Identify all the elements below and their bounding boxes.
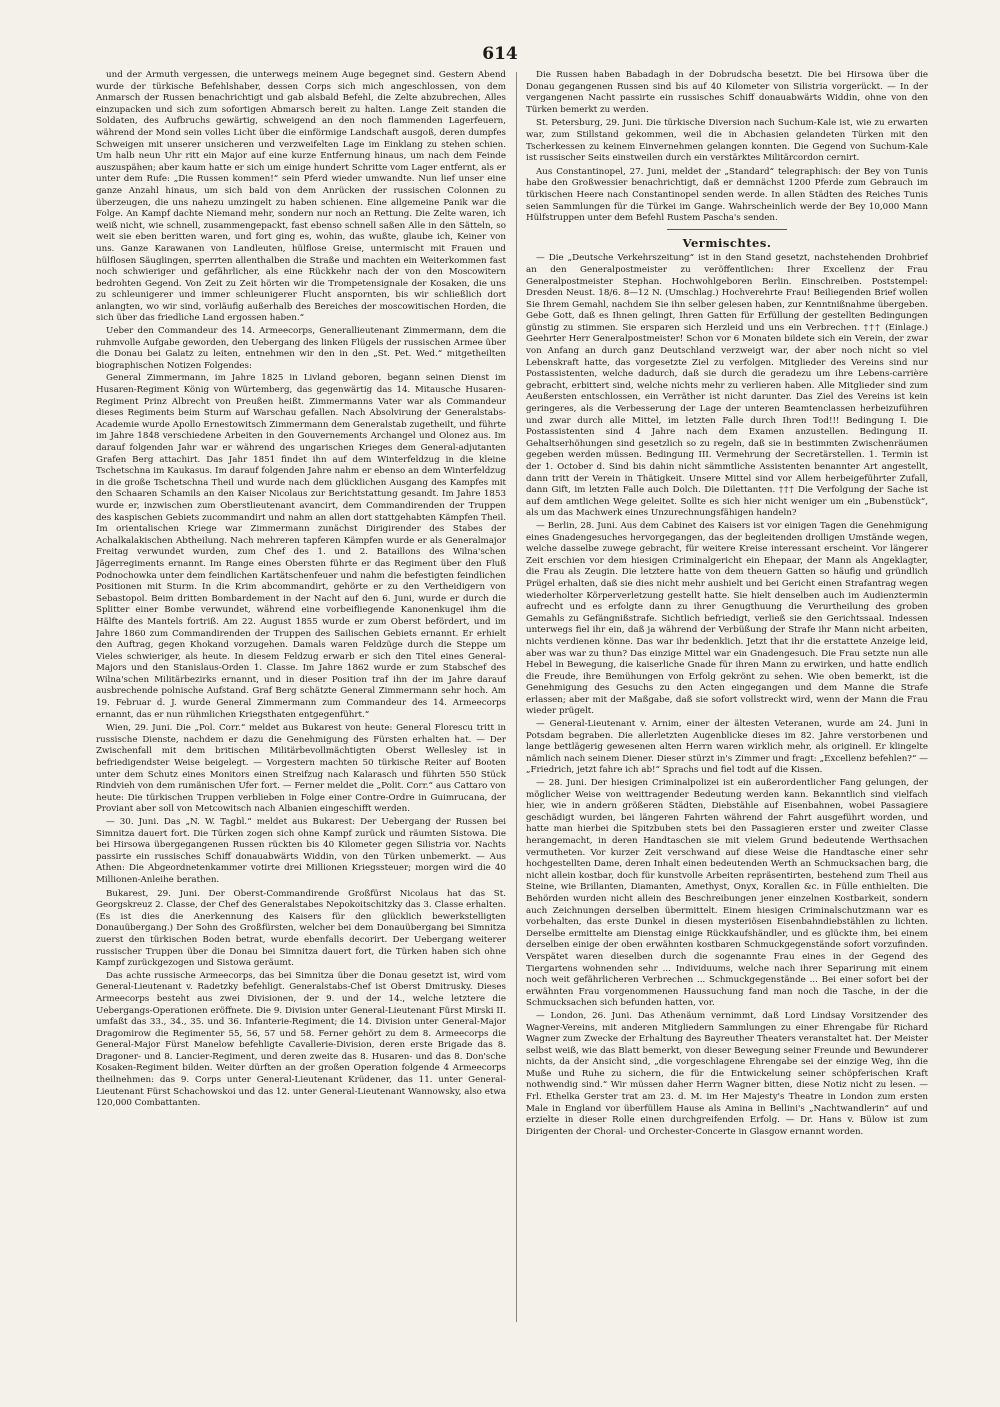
article-paragraph: — Berlin, 28. Juni. Aus dem Cabinet des Kaisers ist vor einigen Tagen die Genehmigung eines Gnadengesuches hervorgegangen, das der begleitenden drolligen Umstände wegen, welche dasselbe zuwege gebracht, für weitere Kreise interessant erscheint. Vor längerer Zeit erschien vor dem hiesigen Criminalgericht ein Ehepaar, der Mann als Angeklagter, die Frau als Zeugin. Die letztere hatte von dem theuern Gatten so häufig und gründlich Prügel erhalten, daß sie dies nicht mehr aushielt und bei Gericht einen Strafantrag wegen wiederholter Körperverletzung gestellt hatte. Sie hielt denselben auch im Audienztermin aufrecht und es erfolgte dann zu ihrer Genugthuung die Verurtheilung des groben Gemahls zu Gefängnißstrafe. Sichtlich befriedigt, verließ sie den Gerichtssaal. Indessen unterwegs fiel ihr ein, daß ja während der Verbüßung der Strafe ihr Mann nicht arbeiten, nichts verdienen könne. Das war ihr bedenklich. Jetzt that ihr die erstattete Anzeige leid, aber was war zu thun? Das einzige Mittel war ein Gnadengesuch. Die Frau setzte nun alle Hebel in Bewegung, die kaiserliche Gnade für ihren Mann zu erwirken, und hatte endlich die Freude, ihre Bemühungen von Erfolg gekrönt zu sehen. Wie oben bemerkt, ist die Genehmigung des Gesuchs zu den Acten eingegangen und dem Manne die Strafe erlassen; aber mit der Maßgabe, daß sie sofort vollstreckt wird, wenn der Mann die Frau wieder prügelt.	[526, 520, 928, 717]
news-dispatch-bukarest: Bukarest, 29. Juni. Der Oberst-Commandirende Großfürst Nicolaus hat das St. Georgskreuz 2. Classe, der Chef des Generalstabes Nepokoitschitzky das 3. Classe erhalten. (Es ist dies die Anerkennung des Kaisers für den glücklich bewerkstelligten Donauübergang.) Der Sohn des Großfürsten, welcher bei dem Donauübergang bei Simnitza zuerst den türkischen Boden betrat, wurde ebenfalls decorirt. Der Uebergang weiterer russischer Truppen über die Donau bei Simnitza dauert fort, die Türken haben sich ohne Kampf zurückgezogen und Sistowa geräumt.	[96, 888, 506, 969]
left-column	[96, 70, 506, 1330]
article-paragraph: — General-Lieutenant v. Arnim, einer der ältesten Veteranen, wurde am 24. Juni in Potsdam begraben. Die allerletzten Augenblicke dieses im 82. Jahre verstorbenen und lange bettlägerig gewesenen alten Herrn waren wirklich mehr, als originell. Er klingelte nämlich nach seinem Diener. Dieser stürzt in's Zimmer und fragt: „Excellenz befehlen?“ — „Friedrich, jetzt fahre ich ab!“ Sprachs und fiel todt auf die Kissen.	[526, 719, 928, 776]
column-divider	[516, 72, 517, 1322]
news-dispatch-wien: Wien, 29. Juni. Die „Pol. Corr.“ meldet aus Bukarest von heute: General Florescu tritt in russische Dienste, nachdem er dazu die Genehmigung des Fürsten erhalten hat. — Der Zwischenfall mit dem britischen Militärbevollmächtigten Oberst Wellesley ist in befriedigendster Weise beigelegt. — Vorgestern machten 50 türkische Reiter auf Booten unter dem Schutz eines Monitors einen Streifzug nach Kalarasch und führten 550 Stück Rindvieh von dem rumänischen Ufer fort. — Ferner meldet die „Polit. Corr.“ aus Cattaro von heute: Die türkischen Truppen verblieben in Folge einer Contre-Ordre in Guimrucana, der Proviant aber soll von Metcowitsch nach Albanien eingeschifft werden.	[96, 723, 506, 815]
news-dispatch-constantinopel: Aus Constantinopel, 27. Juni, meldet der „Standard“ telegraphisch: der Bey von Tunis habe den Großwessier benachrichtigt, daß er demnächst 1200 Pferde zum Gebrauch im türkischen Heere nach Constantinopel senden werde. In allen Städten des Reiches Tunis seien Sammlungen für die Türkei im Gange. Wahrscheinlich werde der Bey 10,000 Mann Hülfstruppen unter dem Befehl Rustem Pascha's senden.	[526, 166, 928, 224]
news-dispatch-petersburg: St. Petersburg, 29. Juni. Die türkische Diversion nach Suchum-Kale ist, wie zu erwarten war, zum Stillstand gekommen, weil die in Abchasien gelandeten Türken mit den Tscherkessen zu keinem Einvernehmen gelangen konnten. Die Gegend von Suchum-Kale ist russischer Seits einstweilen durch ein verstärktes Militärcordon cernirt.	[526, 118, 928, 164]
article-paragraph: — 30. Juni. Das „N. W. Tagbl.“ meldet aus Bukarest: Der Uebergang der Russen bei Simnitza dauert fort. Die Türken zogen sich ohne Kampf zurück und räumten Sistowa. Die bei Hirsowa übergegangenen Russen rückten bis 40 Kilometer gegen Silistria vor. Nachts passirte ein russisches Schiff donauabwärts Widdin, von den Türken unbemerkt. — Aus Athen: Die Abgeordnetenkammer votirte drei Millionen Kriegssteuer; morgen wird die 40 Millionen-Anleihe berathen.	[96, 817, 506, 885]
article-paragraph: General Zimmermann, im Jahre 1825 in Livland geboren, begann seinen Dienst im Husaren-Regiment König von Würtemberg, das gegenwärtig das 14. Mitausche Husaren-Regiment Prinz Albrecht von Preußen heißt. Zimmermanns Vater war als Commandeur dieses Regiments beim Sturm auf Warschau gefallen. Nach Absolvirung der Generalstabs-Academie wurde Apollo Ernestowitsch Zimmermann dem Generalstab zugetheilt, und führte im Jahre 1848 verschiedene Arbeiten in den Gouvernements Archangel und Olonez aus. Im darauf folgenden Jahr war er während des ungarischen Krieges dem General-adjutanten Grafen Berg attachirt. Das Jahr 1851 findet ihn auf dem Winterfeldzug in die kleine Tschetschna im Kaukasus. Im darauf folgenden Jahre nahm er ebenso an dem Winterfeldzug in die große Tschetschna Theil und wurde nach dem glücklichen Ausgang des Kampfes mit den Schaaren Schamils an den Kaiser Nicolaus zur Berichtstattung gesandt. Im Jahre 1853 wurde er, inzwischen zum Oberstlieutenant avancirt, dem Commandirenden der Truppen des kaspischen Gebiets zucommandirt und nahm an allen dort stattgehabten Kämpfen Theil. Im orientalischen Kriege war Zimmermann zunächst Dirigirender des Stabes der Achalkalakischen Abtheilung. Nach mehreren tapferen Kämpfen wurde er als Generalmajor Freitag verwundet wurden, zum Chef des 1. und 2. Bataillons des Wilna'schen Jägerregiments ernannt. Im Range eines Obersten führte er das Regiment über den Fluß Podnochowka unter dem feindlichen Kartätschenfeuer und nahm die befestigten feindlichen Positionen mit Sturm. In die Krim abcommandirt, gehörte er zu den Vertheidigern von Sebastopol. Beim dritten Bombardement in der Nacht auf den 6. Juni, wurde er durch die Splitter einer Bombe verwundet, während eine vorbeifliegende Kanonenkugel ihm die Hälfte des Mantels fortriß. Am 22. August 1855 wurde er zum Oberst befördert, und im Jahre 1860 zum Commandirenden der Truppen des Sailischen Gebiets ernannt. Er erhielt den Auftrag, gegen Khokand vorzugehen. Damals waren Feldzüge durch die Steppe um Vieles schwieriger, als heute. In diesem Feldzug erwarb er sich den Titel eines General-Majors und den Stanislaus-Orden 1. Classe. Im Jahre 1862 wurde er zum Stabschef des Wilna'schen Militärbezirks ernannt, und in dieser Position traf ihn der im Jahre darauf ausbrechende polnische Aufstand. Graf Berg schätzte General Zimmermann sehr hoch. Am 19. Februar d. J. wurde General Zimmermann zum Commandeur des 14. Armeecorps ernannt, das er nun rühmlichen Kriegsthaten entgegenführt.“	[96, 373, 506, 720]
article-paragraph: — Die „Deutsche Verkehrszeitung“ ist in den Stand gesetzt, nachstehenden Drohbrief an den Generalpostmeister zu veröffentlichen: Ihrer Excellenz der Frau Generalpostmeister Stephan. Hochwohlgeboren Berlin. Einschreiben. Poststempel: Dresden Neust. 18/6. 8—12 N. (Umschlag.) Hochverehrte Frau! Beiliegenden Brief wollen Sie Ihrem Gemahl, nachdem Sie ihn selber gelesen haben, zur Kenntnißnahme übergeben. Gebe Gott, daß es Ihnen gelingt, Ihren Gatten für Erfüllung der gestellten Bedingungen günstig zu stimmen. Sie ersparen sich Herzleid und uns ein Verbrechen. ††† (Einlage.) Geehrter Herr Generalpostmeister! Schon vor 6 Monaten bildete sich ein Verein, der zwar von Anfang an durch ganz Deutschland verzweigt war, der aber noch nicht so viel Lebenskraft hatte, das vorgesetzte Ziel zu verfolgen. Mitglieder des Vereins sind nur Postassistenten, welche dadurch, daß sie durch die geradezu um ihre Lebens-carrière gebracht, erbittert sind, welche nichts mehr zu verlieren haben. Alle Mitglieder sind zum Aeußersten entschlossen, ein Verräther ist nicht darunter. Das Ziel des Vereins ist kein geringeres, als die Verbesserung der Lage der unteren Beamtenclassen herbeizuführen und zwar durch alle Mittel, im letzten Falle durch Ihren Tod!!! Bedingung I. Die Postassistenten sind 4 Jahre nach dem Examen anzustellen. Bedingung II. Gehaltserhöhungen sind gesetzlich so zu regeln, daß sie in bestimmten Zwischenräumen gegeben werden müssen. Bedingung III. Vermehrung der Secretärstellen. 1. Termin ist der 1. October d. Sind bis dahin nicht sämmtliche Assistenten benannter Art angestellt, dann tritt der Verein in Thätigkeit. Unsere Mittel sind vor Allem herbeigeführter Zufall, dann Gift, im letzten Falle auch Dolch. Die Dilettanten. ††† Die Verfolgung der Sache ist auf dem amtlichen Wege geleitet. Sollte es sich hier nicht weniger um ein „Bubenstück“, als um das Machwerk eines Unzurechnungsfähigen handeln?	[526, 253, 928, 519]
article-paragraph: Die Russen haben Babadagh in der Dobrudscha besetzt. Die bei Hirsowa über die Donau gegangenen Russen sind bis auf 40 Kilometer von Silistria vorgerückt. — In der vergangenen Nacht passirte ein russisches Schiff donauabwärts Widdin, ohne von den Türken bemerkt zu werden.	[526, 70, 928, 115]
article-paragraph: Ueber den Commandeur des 14. Armeecorps, Generallieutenant Zimmermann, dem die ruhmvolle Aufgabe geworden, den Uebergang des linken Flügels der russischen Armee über die Donau bei Galatz zu leiten, entnehmen wir den in den „St. Pet. Wed.“ mitgetheilten biographischen Notizen Folgendes:	[96, 326, 506, 371]
section-heading: Vermischtes.	[682, 235, 772, 250]
article-paragraph: und der Armuth vergessen, die unterwegs meinem Auge begegnet sind. Gestern Abend wurde der türkische Befehlshaber, dessen Corps sich mich angeschlossen, von dem Anmarsch der Russen benachrichtigt und gab alsbald Befehl, die Zelte abzubrechen, Alles einzupacken und sich zum sofortigen Abmarsch bereit zu halten. Lange Zeit standen die Soldaten, des Aufbruchs gewärtig, schweigend an den noch flammenden Lagerfeuern, während der Mond sein volles Licht über die einförmige Landschaft ausgoß, deren dumpfes Schweigen mit unserer unsicheren und verzweifelten Lage im Einklang zu stehen schien. Um halb neun Uhr ritt ein Major auf eine kurze Entfernung hinaus, um nach dem Feinde auszuspähen; aber kaum hatte er sich um einige hundert Schritte vom Lager entfernt, als er unter dem Rufe: „Die Russen kommen!“ sein Pferd wieder umwandte. Nun lief unser eine ganze Anzahl hinaus, um sich bald von dem Anrücken der russischen Colonnen zu überzeugen, die uns nahezu umzingelt zu haben schienen. Eine allgemeine Panik war die Folge. An Kampf dachte Niemand mehr, sondern nur noch an Rettung. Die Zelte waren, ich weiß nicht, wie schnell, zusammengepackt, fast ebenso schnell saßen Alle in den Sätteln, so weit sie eben beritten waren, und fort ging es, wohin, das wußte, glaube ich, Keiner von uns. Ganze Karawanen von Landleuten, hülflose Greise, untermischt mit Frauen und hülflosen Säuglingen, sperrten allenthalben die Straße und machten ein Weiterkommen fast noch schwieriger und gefährlicher, als eine Rückkehr nach der von den Moscowitern bedrohten Gegend. Von Zeit zu Zeit hörten wir die Trompetensignale der Kosaken, die uns zu schleunigerer und immer schleunigerer Flucht anspornten, bis wir schließlich dort anlangten, wo wir sind, vorläufig außerhalb des Bereiches der moscowitischen Horden, die sich über das friedliche Land ergossen haben.“	[96, 70, 506, 324]
article-paragraph: — 28. Juni. Der hiesigen Criminalpolizei ist ein außerordentlicher Fang gelungen, der möglicher Weise von weittragender Bedeutung werden kann. Bekanntlich sind vielfach hier, wie in andern größeren Städten, Diebstähle auf Eisenbahnen, wobei Passagiere geschädigt wurden, bei längeren Fahrten während der Fahrt ausgeführt worden, und hatte man hierbei die Spitzbuben stets bei den Passagieren erster und zweiter Classe herangemacht, in deren Handtaschen sie mit vielem Grund bedeutende Werthsachen vermutheten. Vor kurzer Zeit verschwand auf diese Weise die Handtasche einer sehr hochgestellten Dame, deren Inhalt einen bedeutenden Werth an Schmucksachen barg, die nicht allein kostbar, doch für kunstvolle Arbeiten repräsentirten, bestehend zum Theil aus Steine, wie Brillanten, Diamanten, Amethyst, Onyx, Korallen &c. in Fülle enthielten. Die Behörden wurden nicht allein des Beschreibungen jener einzelnen Kostbarkeit, sondern auch Zeichnungen derselben übermittelt. Einem hiesigen Criminalschutzmann war es vorbehalten, das erste Dunkel in diesen mysteriösen Eisenbahndiebstählen zu lichten. Derselbe ermittelte am Dienstag einige Rückkaufshändler, und es glückte ihm, bei einem derselben einige der oben erwähnten kostbaren Schmuckgegenstände sofort vorzufinden. Verspätet waren dieselben durch die sogenannte Frau eines in der Gegend des Tiergartens wohnenden sehr ... Individuums, welche nach ihrer Separirung mit einem noch weit gefährlicheren Verbrechen ... Schmuckgegenstände ... Bei einer sofort bei der erwähnten Frau vorgenommenen Haussuchung fand man noch die Tasche, in der die Schmucksachen sich befunden hatten, vor.	[526, 778, 928, 1009]
page-number: 614	[482, 44, 518, 64]
section-divider	[667, 229, 787, 230]
right-column	[526, 70, 928, 1330]
article-paragraph: Das achte russische Armeecorps, das bei Simnitza über die Donau gesetzt ist, wird vom General-Lieutenant v. Radetzky befehligt. Generalstabs-Chef ist Oberst Dmitrusky. Dieses Armeecorps besteht aus zwei Divisionen, der 9. und der 14., welche letztere die Uebergangs-Operationen eröffnete. Die 9. Division unter General-Lieutenant Fürst Mirski II. umfaßt das 33., 34., 35. und 36. Infanterie-Regiment; die 14. Division unter General-Major Dragomirow die Regimenter 55, 56, 57 und 58. Ferner gehört zu dem 8. Armeecorps die General-Major Fürst Manelow befehligte Cavallerie-Division, deren erste Brigade das 8. Dragoner- und 8. Lancier-Regiment, und deren zweite das 8. Husaren- und das 8. Don'sche Kosaken-Regiment bilden. Weiter dürften an der großen Operation folgende 4 Armeecorps theilnehmen: das 9. Corps unter General-Lieutenant Krüdener, das 11. unter General-Lieutenant Fürst Schachowskoi und das 12. unter General-Lieutenant Wannowsky, also etwa 120,000 Combattanten.	[96, 970, 506, 1109]
article-paragraph: — London, 26. Juni. Das Athenäum vernimmt, daß Lord Lindsay Vorsitzender des Wagner-Vereins, mit anderen Mitgliedern Sammlungen zu einer Ehrengabe für Richard Wagner zum Zwecke der Erhaltung des Bayreuther Theaters veranstaltet hat. Der Meister selbst weiß, wie das Blatt bemerkt, von dieser Bewegung seiner Freunde und Bewunderer nichts, da der Ansicht sind, „die vorgeschlagene Ehrengabe sei der einzige Weg, ihn die Muße und Ruhe zu sichern, die für die Entwickelung seiner schöpferischen Kraft nothwendig sind.“ Wir müssen daher Herrn Wagner bitten, diese Notiz nicht zu lesen. — Frl. Ethelka Gerster trat am 23. d. M. im Her Majesty's Theatre in London zum ersten Male in England vor überfüllem Hause als Amina in Bellini's „Nachtwandlerin“ auf und erzielte in dieser Rolle einen durchgreifenden Erfolg. — Dr. Hans v. Bülow ist zum Dirigenten der Choral- und Orchester-Concerte in Glasgow ernannt worden.	[526, 1010, 928, 1137]
